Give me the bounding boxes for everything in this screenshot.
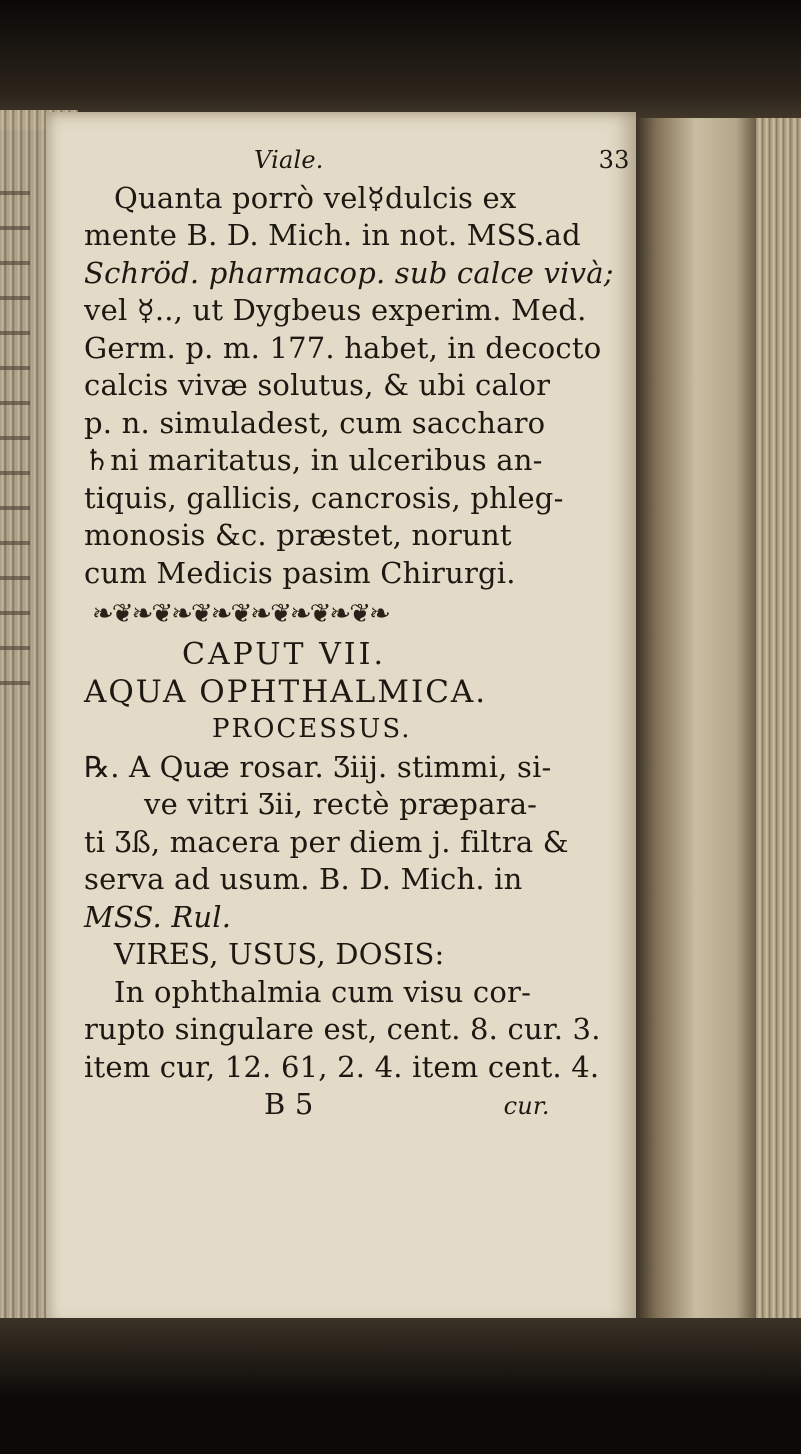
page-text — [84, 142, 644, 1124]
chapter-title: AQUA OPHTHALMICA. — [84, 673, 488, 710]
book-gutter — [636, 118, 756, 1323]
recipe-line: serva ad usum. B. D. Mich. in — [84, 862, 523, 896]
text-line: Schröd. pharmacop. sub calce vivà; — [84, 255, 614, 290]
scan-bottom-band — [0, 1318, 801, 1454]
ornament-band: ❧❦❧❦❧❦❧❦❧❦❧❦❧❦❧ — [92, 599, 389, 629]
right-page-stack — [756, 118, 801, 1318]
text-line: Germ. p. m. 177. habet, in decocto — [84, 330, 602, 365]
text-line: calcis vivæ solutus, & ubi calor — [84, 368, 551, 402]
scan-top-band — [0, 0, 801, 130]
chapter-heading: CAPUT VII. — [182, 637, 387, 672]
recipe-line: MSS. Rul. — [84, 899, 232, 934]
recipe-line: ve vitri Ʒii, rectè præpara- — [144, 787, 538, 821]
page-footer — [84, 1086, 644, 1124]
margin-bleed-marks — [0, 160, 40, 860]
text-line: mente B. D. Mich. in not. MSS.ad — [84, 218, 581, 252]
text-line: cum Medicis pasim Chirurgi. — [84, 555, 516, 590]
running-head — [84, 142, 644, 180]
text-line: monosis &c. præstet, norunt — [84, 518, 512, 552]
signature-mark: B 5 — [264, 1087, 314, 1121]
catchword: cur. — [503, 1092, 550, 1120]
text-line: tiquis, gallicis, cancrosis, phleg- — [84, 480, 564, 515]
process-heading: PROCESSUS. — [212, 714, 412, 744]
recipe-line: ℞. A Quæ rosar. Ʒiij. stimmi, si- — [84, 749, 552, 784]
running-head-title: Viale. — [254, 146, 324, 174]
usage-line: rupto singulare est, cent. 8. cur. 3. — [84, 1012, 601, 1046]
text-line: vel ☿.., ut Dygbeus experim. Med. — [84, 293, 587, 327]
section-heading: VIRES, USUS, DOSIS: — [114, 937, 445, 971]
text-line: Quanta porrò vel☿dulcis ex — [114, 180, 517, 215]
page-number: 33 — [598, 146, 630, 174]
text-line: p. n. simuladest, cum saccharo — [84, 405, 546, 440]
usage-line: In ophthalmia cum visu cor- — [114, 974, 532, 1009]
recipe-line: ti Ʒß, macera per diem j. filtra & — [84, 824, 569, 859]
text-line: ♄ni maritatus, in ulceribus an- — [84, 443, 543, 477]
usage-line: item cur, 12. 61, 2. 4. item cent. 4. — [84, 1049, 600, 1084]
